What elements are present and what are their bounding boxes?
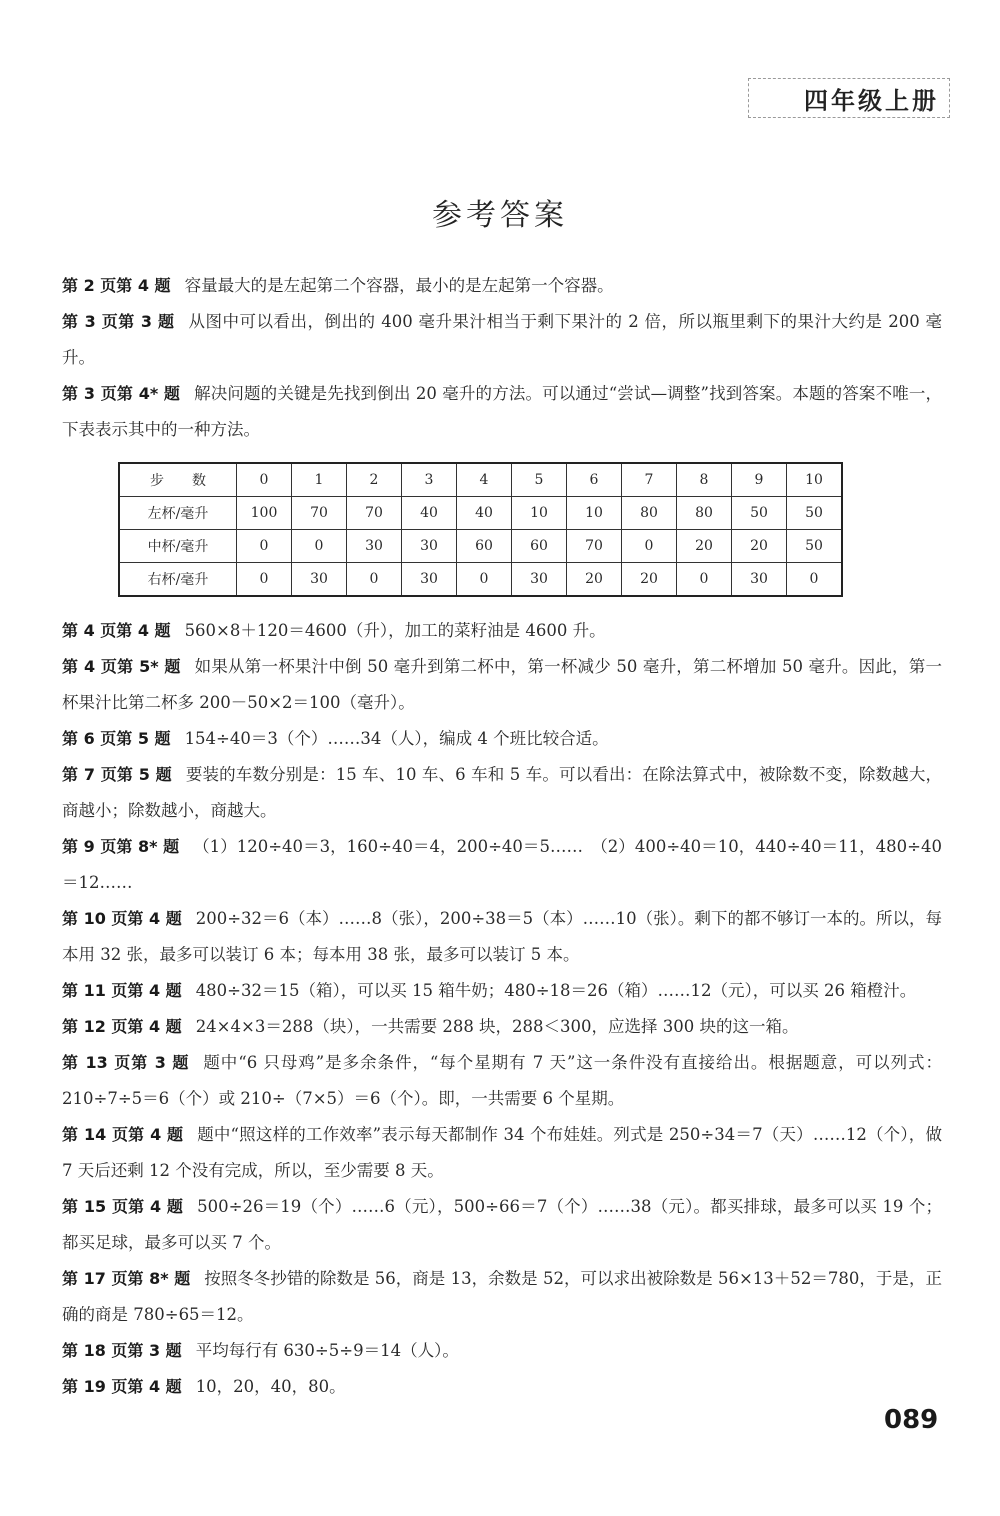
table-cell: 8 (677, 463, 732, 497)
answer-item (62, 721, 942, 757)
table-cell: 10 (512, 497, 567, 530)
table-row (119, 563, 842, 597)
question-label: 第 14 页第 4 题 (62, 1125, 184, 1144)
table-cell: 80 (622, 497, 677, 530)
answer-item (62, 901, 942, 973)
table-cell: 80 (677, 497, 732, 530)
answer-item (62, 1117, 942, 1189)
answer-text: 解决问题的关键是先找到倒出 20 毫升的方法。可以通过“尝试—调整”找到答案。本题的答案不唯一，下表表示其中的一种方法。 (62, 384, 943, 439)
table-cell: 5 (512, 463, 567, 497)
question-label: 第 17 页第 8* 题 (62, 1269, 191, 1288)
answer-text: 24×4×3＝288（块），一共需要 288 块，288＜300，应选择 300 块的这一箱。 (195, 1017, 799, 1036)
answer-text: 如果从第一杯果汁中倒 50 毫升到第二杯中，第一杯减少 50 毫升，第二杯增加 50 毫升。因此，第一杯果汁比第二杯多 200－50×2＝100（毫升）。 (62, 657, 942, 712)
table-cell: 0 (457, 563, 512, 597)
steps-table (118, 462, 843, 597)
question-label: 第 11 页第 4 题 (62, 981, 182, 1000)
question-label: 第 12 页第 4 题 (62, 1017, 182, 1036)
question-label: 第 10 页第 4 题 (62, 909, 182, 928)
table-cell: 10 (567, 497, 622, 530)
answer-text: 要装的车数分别是：15 车、10 车、6 车和 5 车。可以看出：在除法算式中，被除数不变，除数越大，商越小；除数越小，商越大。 (62, 765, 942, 820)
question-label: 第 9 页第 8* 题 (62, 837, 180, 856)
table-cell: 30 (512, 563, 567, 597)
table-cell: 70 (567, 530, 622, 563)
answer-text: 平均每行有 630÷5÷9＝14（人）。 (195, 1341, 459, 1360)
table-cell: 0 (787, 563, 843, 597)
answer-item (62, 1369, 942, 1405)
table-cell: 7 (622, 463, 677, 497)
table-cell: 0 (237, 463, 292, 497)
grade-tab (748, 78, 950, 118)
row-header: 步 数 (119, 463, 237, 497)
table-cell: 20 (677, 530, 732, 563)
grade-label: 四年级上册 (804, 86, 939, 115)
answer-text: 题中“照这样的工作效率”表示每天都制作 34 个布娃娃。列式是 250÷34＝7（天）……12（个），做 7 天后还剩 12 个没有完成，所以，至少需要 8 天。 (62, 1125, 942, 1180)
table-cell: 10 (787, 463, 843, 497)
table-cell: 60 (512, 530, 567, 563)
answer-text: 容量最大的是左起第二个容器，最小的是左起第一个容器。 (184, 276, 614, 295)
question-label: 第 3 页第 3 题 (62, 312, 175, 331)
table-cell: 30 (402, 563, 457, 597)
question-label: 第 19 页第 4 题 (62, 1377, 182, 1396)
table-cell: 20 (622, 563, 677, 597)
answer-text: 题中“6 只母鸡”是多余条件，“每个星期有 7 天”这一条件没有直接给出。根据题意，可以列式：210÷7÷5＝6（个）或 210÷（7×5）＝6（个）。即，一共需要 6 个星期。 (62, 1053, 942, 1108)
answer-item (62, 973, 942, 1009)
answer-item (62, 1189, 942, 1261)
table-cell: 30 (347, 530, 402, 563)
table-row (119, 463, 842, 497)
question-label: 第 3 页第 4* 题 (62, 384, 181, 403)
question-label: 第 6 页第 5 题 (62, 729, 171, 748)
answer-item (62, 1261, 942, 1333)
table-cell: 1 (292, 463, 347, 497)
answer-item (62, 1045, 942, 1117)
answer-text: 从图中可以看出，倒出的 400 毫升果汁相当于剩下果汁的 2 倍，所以瓶里剩下的果汁大约是 200 毫升。 (62, 312, 942, 367)
table-cell: 0 (622, 530, 677, 563)
table-cell: 50 (787, 530, 843, 563)
page-number: 089 (884, 1405, 939, 1435)
steps-table-wrapper (118, 462, 942, 597)
question-label: 第 4 页第 4 题 (62, 621, 171, 640)
table-cell: 60 (457, 530, 512, 563)
question-label: 第 4 页第 5* 题 (62, 657, 181, 676)
table-cell: 20 (732, 530, 787, 563)
table-cell: 9 (732, 463, 787, 497)
question-label: 第 15 页第 4 题 (62, 1197, 184, 1216)
table-cell: 20 (567, 563, 622, 597)
answer-text: 154÷40＝3（个）……34（人），编成 4 个班比较合适。 (184, 729, 609, 748)
question-label: 第 18 页第 3 题 (62, 1341, 182, 1360)
answer-item (62, 829, 942, 901)
table-cell: 100 (237, 497, 292, 530)
table-cell: 40 (457, 497, 512, 530)
table-cell: 50 (732, 497, 787, 530)
answer-item (62, 304, 942, 376)
table-cell: 0 (237, 530, 292, 563)
answer-item (62, 757, 942, 829)
row-header: 左杯/毫升 (119, 497, 237, 530)
answer-text: （1）120÷40＝3，160÷40＝4，200÷40＝5…… （2）400÷40＝10，440÷40＝11，480÷40＝12…… (62, 837, 942, 892)
answer-item (62, 613, 942, 649)
answer-item (62, 376, 942, 448)
answer-text: 480÷32＝15（箱），可以买 15 箱牛奶；480÷18＝26（箱）……12（元），可以买 26 箱橙汁。 (195, 981, 917, 1000)
answer-item (62, 268, 942, 304)
table-cell: 70 (292, 497, 347, 530)
answer-text: 500÷26＝19（个）……6（元），500÷66＝7（个）……38（元）。都买排球，最多可以买 19 个；都买足球，最多可以买 7 个。 (62, 1197, 942, 1252)
table-cell: 30 (732, 563, 787, 597)
table-cell: 4 (457, 463, 512, 497)
answer-text: 560×8＋120＝4600（升），加工的菜籽油是 4600 升。 (184, 621, 606, 640)
table-cell: 2 (347, 463, 402, 497)
answer-text: 200÷32＝6（本）……8（张），200÷38＝5（本）……10（张）。剩下的都不够订一本的。所以，每本用 32 张，最多可以装订 6 本；每本用 38 张，最多可以装订 5 本。 (62, 909, 942, 964)
answer-list (62, 268, 942, 1405)
table-cell: 0 (237, 563, 292, 597)
row-header: 右杯/毫升 (119, 563, 237, 597)
answer-text: 10，20，40，80。 (195, 1377, 346, 1396)
answers-before-table (62, 268, 942, 448)
question-label: 第 13 页第 3 题 (62, 1053, 190, 1072)
row-header: 中杯/毫升 (119, 530, 237, 563)
table-cell: 0 (292, 530, 347, 563)
question-label: 第 2 页第 4 题 (62, 276, 171, 295)
table-cell: 3 (402, 463, 457, 497)
table-cell: 30 (292, 563, 347, 597)
table-cell: 40 (402, 497, 457, 530)
answer-text: 按照冬冬抄错的除数是 56，商是 13，余数是 52，可以求出被除数是 56×13＋52＝780，于是，正确的商是 780÷65＝12。 (62, 1269, 942, 1324)
table-cell: 6 (567, 463, 622, 497)
table-row (119, 497, 842, 530)
question-label: 第 7 页第 5 题 (62, 765, 172, 784)
answer-item (62, 649, 942, 721)
table-cell: 0 (677, 563, 732, 597)
table-cell: 30 (402, 530, 457, 563)
table-cell: 50 (787, 497, 843, 530)
table-row (119, 530, 842, 563)
answers-after-table (62, 613, 942, 1405)
table-cell: 70 (347, 497, 402, 530)
answer-item (62, 1333, 942, 1369)
page-title: 参考答案 (432, 198, 568, 233)
answer-item (62, 1009, 942, 1045)
table-cell: 0 (347, 563, 402, 597)
